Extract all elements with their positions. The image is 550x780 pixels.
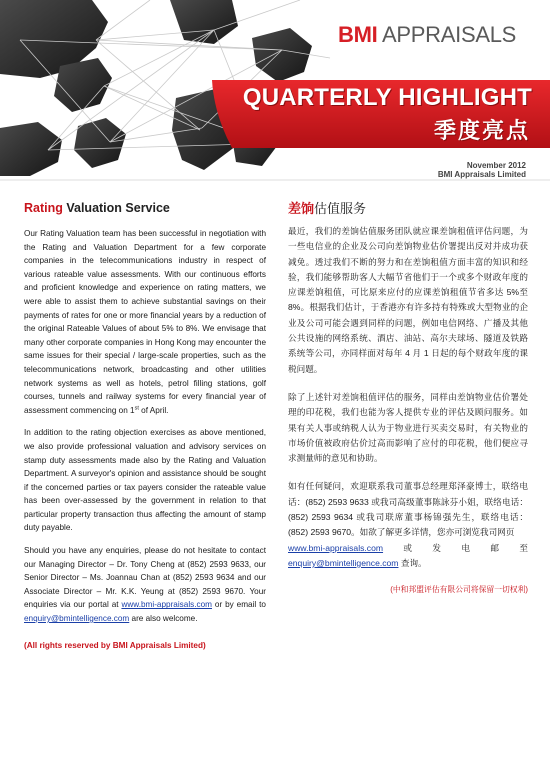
chinese-paragraph-3 [288,479,528,571]
chinese-column [288,200,528,611]
english-paragraph-3-text: Should you have any enquiries, please do not hesitate to contact our Managing Director – Dr. Tony Cheng at (852) 2593 9633, our Senior Director – Ms. Joannau Chan at (852) 2593 9634 and our Associate Director – Mr. K.K. Yeung at (852) 2593 9670. Your enquiries via our portal at [24,546,266,610]
chinese-heading [288,200,528,217]
english-paragraph-1 [24,227,266,417]
english-paragraph-2: In addition to the rating objection exercises as above mentioned, we also provide professional valuation and advisory services on stamp duty assessments made also by the Rating and Valuation Department. A surveyor's opinion and assistance should be sought if the concerned parties or tax payers consider the rateable value has been over-assessed by the government in relation to that particular property transaction thus affecting the amount of stamp duty payable. [24,428,266,533]
contact-word-1: 或 [403,542,413,553]
contact-word-5: 至 [519,542,528,553]
issue-date: November 2012 [466,161,526,170]
website-link-en[interactable]: www.bmi-appraisals.com [121,600,212,610]
logo-bmi-text: BMI [338,22,378,47]
page-title-en: QUARTERLY HIGHLIGHT [242,84,532,111]
chinese-paragraph-3-text: 如有任何疑问，欢迎联系我司董事总经理郑泽豪博士，联络电话：(852) 2593 9633 或我司高级董事陈詠芬小姐，联络电话：(852) 2593 9634 或我司联席董事杨锦强先生，联络电话：(852) 2593 9670。如欲了解更多详情，您亦可浏览我司网页 [288,481,528,538]
chinese-contact-line [288,541,528,556]
header-banner [0,0,550,182]
contact-word-3: 电 [461,542,470,553]
english-paragraph-3 [24,544,266,626]
website-link-cn[interactable]: www.bmi-appraisals.com [288,542,384,553]
issue-info [438,161,526,179]
english-paragraph-3-mid: or by email to [211,600,266,610]
chinese-heading-highlight: 差饷 [288,201,315,216]
email-link-en[interactable]: enquiry@bmintelligence.com [24,614,130,624]
logo-appraisals-text: APPRAISALS [382,22,516,47]
chinese-paragraph-1: 最近，我们的差饷估值服务团队就应课差饷租值评估问题，为一些电信业的企业及公司向差饷物业估价署提出反对并成功获减免。透过我们不断的努力和在差饷租值方面丰富的知识和经验，我们能够帮助客人大幅节省他们于一个或多个财政年度的应课差饷租值，可比原来应付的应课差饷租值节省多达 5%至 8%。根据我们估计，于香港亦有许多持有特殊或大型物业的企业及公司可能会遇到同样的问题，例如电信网络、广播及其他公共设施的网络系统、酒店、油站、高尔夫球场、隧道及铁路系统等公司，亦同样面对每年 4 月 1 日起的每个财政年度的课税问题。 [288,226,528,374]
email-link-cn[interactable]: enquiry@bmintelligence.com [288,557,399,568]
english-heading-rest: Valuation Service [62,201,170,215]
issue-organisation: BMI Appraisals Limited [437,170,526,179]
contact-word-2: 发 [432,542,442,553]
company-logo [338,22,516,48]
contact-word-4: 邮 [490,542,499,553]
english-paragraph-1-text: Our Rating Valuation team has been successful in negotiation with the Rating and Valuation Department for a few corporate companies in the telecommunications industry in respect of various rateable value assessments. With our continuous efforts and proficient knowledge and experience on rating matters, we were able to assist them to achieve substantial savings on their payments of rates for one or more financial years by a reduction of the original Rateable Values of about 5% to 8%. We envisage that many other corporate companies in Hong Kong may encounter the same issues for their special / large-scale properties, such as the telecommunications network, broadcasting and other utilities network systems as well as hotels, petrol filling stations, golf courses, tunnels and railway systems for every financial year of assessment commencing on 1 [24,229,266,415]
chinese-heading-rest: 估值服务 [314,201,367,216]
english-heading [24,200,266,216]
rights-notice-cn: (中和邦盟评估有限公司将保留一切权利) [390,585,528,595]
rights-notice-en: (All rights reserved by BMI Appraisals Limited) [24,640,206,650]
english-paragraph-3-end: are also welcome. [129,614,198,624]
english-column [24,200,266,661]
english-heading-highlight: Rating [24,201,63,215]
chinese-paragraph-2: 除了上述针对差饷租值评估的服务，同样由差饷物业估价署处理的印花税，我们也能为客人提供专业的评估及顾问服务。如果有关人事或纳税人认为于物业进行买卖交易时，有关物业的市场价值被政府估价过高而影响了应付的印花税，他们便应寻求测量师的意见和协助。 [288,391,528,464]
english-paragraph-1-end: of April. [138,405,169,415]
page-title-cn: 季度亮点 [433,118,530,143]
ordinal-suffix: st [134,404,139,411]
chinese-paragraph-3-end: 查询。 [398,557,427,568]
